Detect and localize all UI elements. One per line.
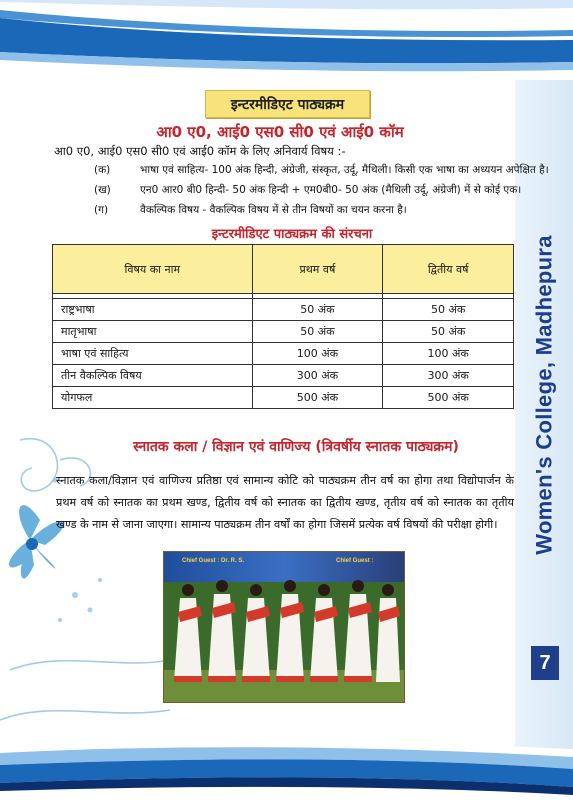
photo-banner-text-left: Chief Guest : Dr. R. S. — [182, 558, 245, 564]
header-stripes — [0, 0, 573, 80]
table-cell: मातृभाषा — [53, 321, 253, 343]
table-cell: तीन वैकल्पिक विषय — [53, 365, 253, 387]
column-header: प्रथम वर्ष — [252, 245, 383, 294]
table-cell: योगफल — [53, 387, 253, 409]
list-item-key: (ग) — [94, 204, 109, 216]
table-cell: 50 अंक — [252, 321, 383, 343]
section-heading-compulsory: आ0 ए0, आई0 एस0 सी0 एवं आई0 कॉम — [156, 123, 404, 141]
table-row — [53, 299, 514, 321]
header-decoration — [0, 0, 573, 80]
table-header-row — [53, 245, 514, 294]
table-row — [53, 387, 514, 409]
table-row — [53, 343, 514, 365]
table-cell: 300 अंक — [383, 365, 514, 387]
table-cell: 500 अंक — [383, 387, 514, 409]
marks-table — [52, 244, 514, 409]
table-cell: 100 अंक — [252, 343, 383, 365]
list-item-key: (क) — [94, 164, 111, 176]
footer-decoration — [0, 735, 573, 810]
list-item — [94, 163, 549, 177]
table-cell: 100 अंक — [383, 343, 514, 365]
table-cell: 50 अंक — [383, 299, 514, 321]
list-item-text: वैकल्पिक विषय - वैकल्पिक विषय में से तीन विषयों का चयन करना है। — [140, 204, 407, 216]
college-name: Women's College, Madhepura — [532, 235, 558, 555]
table-cell: 50 अंक — [383, 321, 514, 343]
table-row — [53, 321, 514, 343]
table-cell: 500 अंक — [252, 387, 383, 409]
list-item — [94, 183, 521, 197]
table-cell: 50 अंक — [252, 299, 383, 321]
section-heading-structure: इन्टरमीडिएट पाठ्यक्रम की संरचना — [211, 227, 373, 242]
graduation-paragraph: स्नातक कला/विज्ञान एवं वाणिज्य प्रतिष्ठा एवं सामान्य कोटि को पाठ्यक्रम तीन वर्ष का होगा तथा विद्योपार्जन के प्रथम वर्ष को स्नातक का प्रथम खण्ड, द्वितीय वर्ष को स्नातक का द्वितीय खण्ड, तृतीय वर्ष को स्नातक का तृतीय खण्ड के नाम से जाना जाएगा। सामान्य पाठ्यक्रम तीन वर्षों का होगा जिसमें प्रत्येक वर्ष विषयों की परीक्षा होगी। — [56, 474, 514, 531]
list-item-text: एन0 आर0 बी0 हिन्दी- 50 अंक हिन्दी + एम0बी0- 50 अंक (मैथिली उर्दू, अंग्रेजी) में से कोई एक। — [140, 184, 522, 196]
column-header: विषय का नाम — [53, 245, 253, 294]
table-cell: राष्ट्रभाषा — [53, 299, 253, 321]
page-number: 7 — [531, 646, 559, 680]
column-header: द्वितीय वर्ष — [383, 245, 514, 294]
college-name-vertical — [521, 235, 569, 555]
photo-banner-text-right: Chief Guest : — [336, 558, 374, 564]
compulsory-intro: आ0 ए0, आई0 एस0 सी0 एवं आई0 कॉम के लिए अनिवार्य विषय :- — [54, 144, 346, 158]
section-heading-graduation: स्नातक कला / विज्ञान एवं वाणिज्य (त्रिवर्षीय स्नातक पाठ्यक्रम) — [133, 439, 459, 455]
dancers-illustration — [164, 552, 404, 702]
list-item-key: (ख) — [94, 184, 111, 196]
list-item — [94, 203, 407, 217]
table-row — [53, 365, 514, 387]
table-cell: 300 अंक — [252, 365, 383, 387]
list-item-text: भाषा एवं साहित्य- 100 अंक हिन्दी, अंग्रेजी, संस्कृत, उर्दू, मैथिली। किसी एक भाषा का अध्ययन अपेक्षित है। — [140, 164, 549, 176]
event-photo — [163, 551, 405, 703]
page-title: इन्टरमीडिएट पाठ्यक्रम — [205, 90, 370, 118]
table-cell: भाषा एवं साहित्य — [53, 343, 253, 365]
